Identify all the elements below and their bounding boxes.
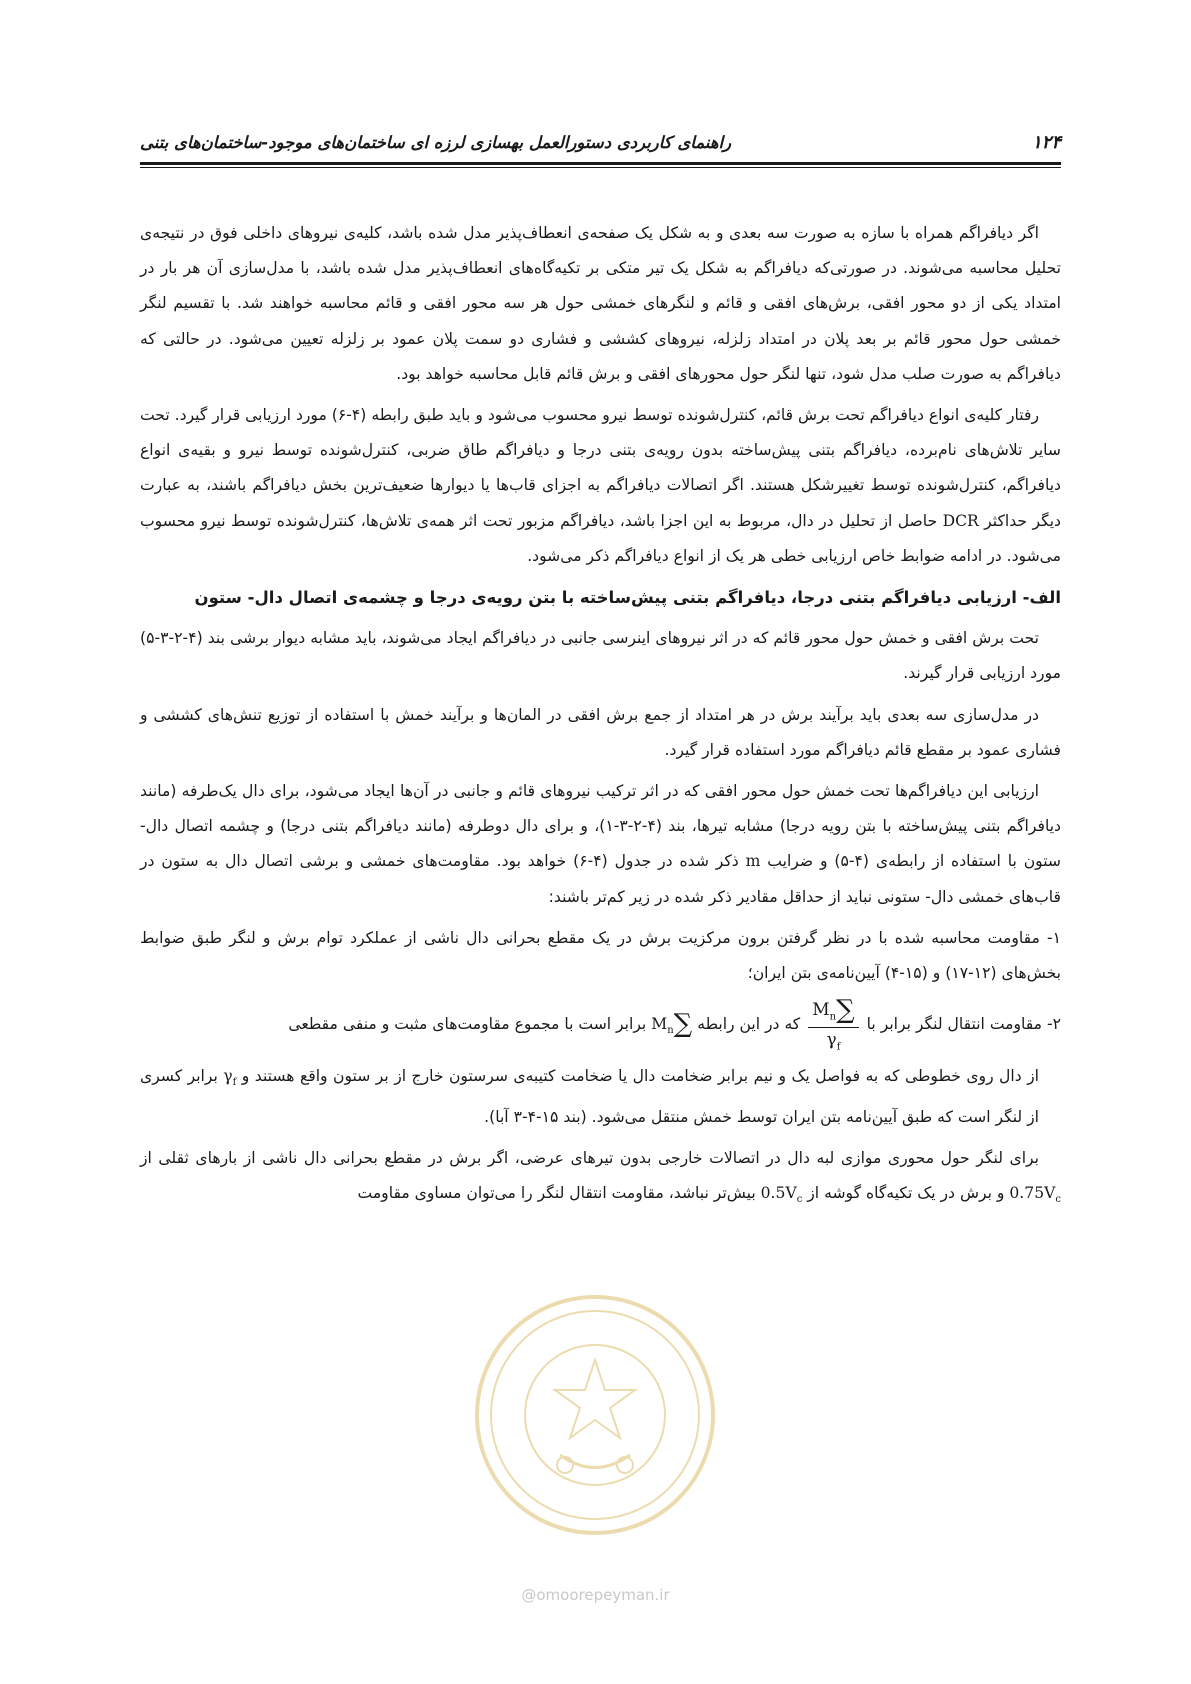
dcr-term: DCR (942, 511, 979, 530)
list-item-1: ۱- مقاومت محاسبه شده با در نظر گرفتن برون مرکزیت برش در یک مقطع بحرانی دال ناشی از عملکرد توام برش و لنگر طبق ضوابط بخش‌های (۱۲-۱۷) و (۱۵-۴) آیین‌نامه‌ی بتن ایران؛ (140, 928, 1061, 983)
sum-mn-symbol: $\sum M_n$ (651, 1009, 693, 1040)
paragraph-5-part-b: ذکر شده در جدول (۴-۶) خواهد بود. مقاومت‌های خمشی و برشی اتصال دال به ستون در قاب‌های خمشی دال- ستونی نباید از حداقل مقادیر ذکر شده در زیر کم‌تر باشند: (140, 852, 1061, 906)
section-heading: الف- ارزیابی دیافراگم بتنی درجا، دیافراگم بتنی پیش‌ساخته با بتن رویه‌ی درجا و چشمه‌ی اتصال دال- ستون (194, 588, 1061, 608)
stamp-seal-icon (470, 1290, 720, 1540)
paragraph-5-part-a: ارزیابی این دیافراگم‌ها تحت خمش حول محور افقی که در اثر ترکیب نیروهای قائم و جانبی در آن‌ها ایجاد می‌شود، برای دال یک‌طرفه (مانند دیافراگم بتنی پیش‌ساخته با بتن رویه درجا) مشابه تیرها، بند (۴-۲-۳-۱)، و برای دال دوطرفه (مانند دیافراگم بتنی درجا) و چشمه اتصال دال- ستون با استفاده از رابطه‌ی (۴-۵) و ضرایب (140, 782, 1061, 871)
site-watermark: @omoorepeyman.ir (521, 1586, 670, 1604)
moment-transfer-fraction (808, 997, 858, 1052)
list-item-2 (140, 997, 1061, 1052)
paragraph-5 (140, 774, 1061, 915)
list-item-2-continuation: از دال روی خطوطی که به فواصل یک و نیم برابر ضخامت دال یا ضخامت کتیبه‌ی سرستون خارج از بر ستون واقع هستند و $\gamma_f$ برابر کسری از لنگر است که طبق آیین‌نامه بتن ایران توسط خمش منتقل می‌شود. (بند ۱۵-۴-۳ آبا). (140, 1066, 1039, 1126)
paragraph-3: تحت برش افقی و خمش حول محور قائم که در اثر نیروهای اینرسی جانبی در دیافراگم ایجاد می‌شوند، باید مشابه دیوار برشی بند (۴-۲-۳-۵) مورد ارزیابی قرار گیرند. (140, 629, 1061, 683)
paragraph-2 (140, 398, 1061, 574)
gamma-f-symbol: $\gamma_f$ (223, 1066, 237, 1088)
list-item-2-part-c: برابر است با مجموع مقاومت‌های مثبت و منفی مقطعی (288, 1015, 647, 1034)
fraction-denominator: $\gamma_f$ (826, 1030, 841, 1053)
shear-limit-05: $0.5V_c$ (760, 1184, 803, 1206)
paragraph-6: برای لنگر حول محوری موازی لبه دال در اتصالات خارجی بدون تیرهای عرضی، اگر برش در مقطع بحرانی دال ناشی از بارهای ثقلی از $0.75V_c$ و برش در یک تکیه‌گاه گوشه از $0.5V_c$ بیش‌تر نباشد، مقاومت انتقال لنگر را می‌توان مساوی مقاومت (140, 1149, 1061, 1206)
paragraph-1: اگر دیافراگم همراه با سازه به صورت سه بعدی و به شکل یک صفحه‌ی انعطاف‌پذیر مدل شده باشد، کلیه‌ی نیروهای داخلی فوق در نتیجه‌ی تحلیل محاسبه می‌شوند. در صورتی‌که دیافراگم به شکل یک تیر متکی بر تکیه‌گاه‌های انعطاف‌پذیر مدل شده باشد، با مدل‌سازی آن هر بار در امتداد یکی از دو محور افقی، برش‌های افقی و قائم و لنگرهای خمشی حول هر سه محور افقی و قائم محاسبه خواهند شد. با تقسیم لنگر خمشی حول محور قائم بر بعد پلان در امتداد زلزله، نیروهای کششی و فشاری دو سمت پلان عمود بر زلزله تعیین می‌شود. در حالتی که دیافراگم به صورت صلب مدل شود، تنها لنگر حول محورهای افقی و برش قائم قابل محاسبه خواهد بود. (140, 224, 1061, 383)
fraction-numerator: $\sum M_n$ (808, 997, 858, 1028)
header-rule-thin (140, 167, 1061, 168)
paragraph-2-part-b: حاصل از تحلیل در دال، مربوط به این اجزا باشد، دیافراگم مزبور تحت اثر همه‌ی تلاش‌ها، کنترل‌شونده توسط نیرو محسوب می‌شود. در ادامه ضوابط خاص ارزیابی خطی هر یک از انواع دیافراگم ذکر می‌شود. (140, 511, 1061, 565)
paragraph-4: در مدل‌سازی سه بعدی باید برآیند برش در هر امتداد از جمع برش افقی در المان‌ها و برآیند خمش با استفاده از توزیع تنش‌های کششی و فشاری عمود بر مقطع قائم دیافراگم مورد استفاده قرار گیرد. (140, 705, 1061, 759)
list-item-2-part-b: که در این رابطه (697, 1015, 801, 1034)
header-rule-thick (140, 162, 1061, 165)
page-body (140, 216, 1061, 1224)
running-title: راهنمای کاربردی دستورالعمل بهسازی لرزه ای ساختمان‌های موجود-ساختمان‌های بتنی (140, 132, 732, 152)
shear-limit-075: $0.75V_c$ (1009, 1184, 1061, 1206)
list-item-2-part-a: ۲- مقاومت انتقال لنگر برابر با (866, 1015, 1061, 1034)
paragraph-2-part-a: رفتار کلیه‌ی انواع دیافراگم تحت برش قائم، کنترل‌شونده توسط نیرو محسوب می‌شود و باید طبق رابطه (۴-۶) مورد ارزیابی قرار گیرد. تحت سایر تلاش‌های نام‌برده، دیافراگم بتنی پیش‌ساخته بدون رویه‌ی بتنی درجا و دیافراگم طاق ضربی، کنترل‌شونده توسط نیرو و بقیه‌ی انواع دیافراگم، کنترل‌شونده توسط تغییرشکل هستند. اگر اتصالات دیافراگم به اجزای قاب‌ها یا دیوارها ضعیف‌ترین بخش دیافراگم باشند، به عبارت دیگر حداکثر (140, 406, 1061, 530)
page-header (140, 122, 1061, 162)
m-factor: m (745, 852, 761, 871)
page-number: ۱۲۴ (1031, 131, 1061, 153)
